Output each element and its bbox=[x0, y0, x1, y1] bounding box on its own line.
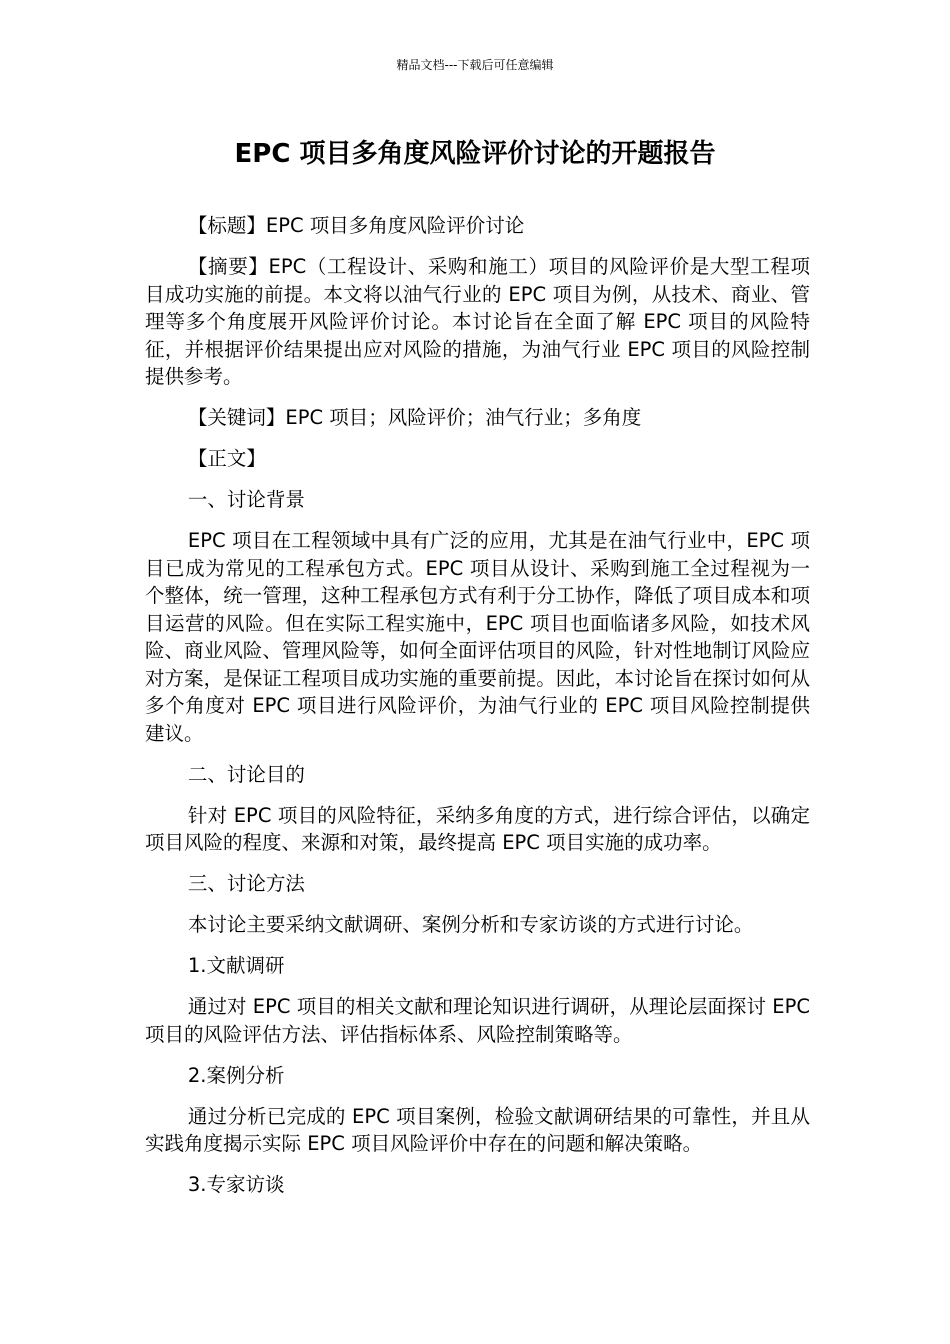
subheading-expert-interview: 3.专家访谈 bbox=[187, 1173, 285, 1196]
literature-review-paragraph: 通过对 EPC 项目的相关文献和理论知识进行调研，从理论层面探讨 EPC 项目的风险评估方法、评估指标体系、风险控制策略等。 bbox=[145, 995, 810, 1046]
keywords-paragraph: 【关键词】EPC 项目；风险评价；油气行业；多角度 bbox=[187, 406, 642, 429]
section-heading-purpose: 二、讨论目的 bbox=[187, 762, 305, 786]
document-body bbox=[145, 212, 810, 1212]
main-text-label: 【正文】 bbox=[187, 447, 266, 470]
document-title: EPC 项目多角度风险评价讨论的开题报告 bbox=[234, 139, 716, 169]
section-heading-background: 一、讨论背景 bbox=[187, 488, 305, 511]
abstract-paragraph: 【摘要】EPC（工程设计、采购和施工）项目的风险评价是大型工程项目成功实施的前提。本文将以油气行业的 EPC 项目为例，从技术、商业、管理等多个角度展开风险评价讨论。本讨论旨在全面了解 EPC 项目的风险特征，并根据评价结果提出应对风险的措施，为油气行业 EPC 项目的风险控制提供参考。 bbox=[145, 255, 810, 388]
subheading-case-analysis: 2.案例分析 bbox=[187, 1063, 285, 1087]
method-paragraph: 本讨论主要采纳文献调研、案例分析和专家访谈的方式进行讨论。 bbox=[187, 913, 754, 936]
title-label-paragraph: 【标题】EPC 项目多角度风险评价讨论 bbox=[187, 214, 525, 237]
case-analysis-paragraph: 通过分析已完成的 EPC 项目案例，检验文献调研结果的可靠性，并且从实践角度揭示实际 EPC 项目风险评价中存在的问题和解决策略。 bbox=[145, 1104, 810, 1155]
section-heading-method: 三、讨论方法 bbox=[187, 872, 305, 895]
purpose-paragraph: 针对 EPC 项目的风险特征，采纳多角度的方式，进行综合评估，以确定项目风险的程度、来源和对策，最终提高 EPC 项目实施的成功率。 bbox=[145, 803, 810, 854]
subheading-literature-review: 1.文献调研 bbox=[187, 954, 285, 977]
background-paragraph: EPC 项目在工程领域中具有广泛的应用，尤其是在油气行业中，EPC 项目已成为常见的工程承包方式。EPC 项目从设计、采购到施工全过程视为一个整体，统一管理，这种工程承包方式有利于分工协作，降低了项目成本和项目运营的风险。但在实际工程实施中，EPC 项目也面临诸多风险，如技术风险、商业风险、管理风险等，如何全面评估项目的风险，针对性地制订风险应对方案，是保证工程项目成功实施的重要前提。因此，本讨论旨在探讨如何从多个角度对 EPC 项目进行风险评价，为油气行业的 EPC 项目风险控制提供建议。 bbox=[145, 529, 810, 745]
page-header-note: 精品文档---下载后可任意编辑 bbox=[396, 58, 554, 72]
